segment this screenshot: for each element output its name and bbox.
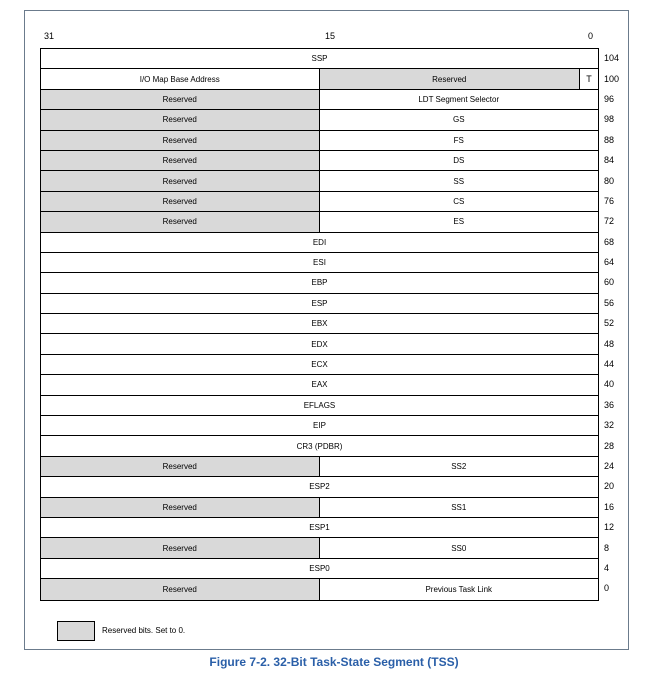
tss-row: [41, 477, 598, 497]
field-cell: EBX: [311, 319, 328, 329]
bit-label-31: 31: [44, 31, 55, 41]
tss-row: [41, 253, 598, 273]
offset-label: 8: [604, 542, 610, 553]
offset-label: 84: [604, 155, 615, 166]
field-cell: ESP1: [309, 523, 330, 533]
tss-row: [41, 334, 598, 354]
field-cell: CR3 (PDBR): [296, 441, 343, 451]
tss-row: [41, 416, 598, 436]
offset-label: 104: [604, 53, 620, 64]
offset-label: 56: [604, 297, 615, 308]
tss-row: [41, 192, 598, 212]
field-cell: ESP2: [309, 482, 330, 492]
tss-row: [41, 49, 598, 69]
tss-row: [41, 69, 598, 89]
tss-row: [41, 559, 598, 579]
offset-label: 60: [604, 277, 615, 288]
offset-label: 48: [604, 338, 615, 349]
reserved-cell: Reserved: [41, 131, 320, 150]
field-cell: SS2: [451, 462, 467, 471]
tss-row: [41, 294, 598, 314]
field-cell: ESI: [313, 258, 326, 268]
offset-label: 52: [604, 318, 615, 329]
legend-reserved-swatch: [57, 621, 95, 641]
field-cell: GS: [452, 115, 465, 125]
reserved-cell: Reserved: [41, 192, 320, 211]
figure-caption: Figure 7-2. 32-Bit Task-State Segment (TSS): [209, 655, 459, 669]
offset-label: 32: [604, 420, 615, 431]
offset-label: 72: [604, 216, 615, 227]
field-cell: ECX: [311, 360, 328, 370]
field-cell: FS: [453, 135, 464, 145]
tss-row: [41, 273, 598, 293]
offset-label: 96: [604, 93, 615, 104]
offset-label: 40: [604, 379, 615, 390]
tss-row: [41, 538, 598, 558]
field-cell: SS: [453, 176, 465, 186]
offset-label: 16: [604, 501, 615, 512]
tss-structure-table: [40, 48, 599, 601]
reserved-cell: Reserved: [41, 171, 320, 190]
bit-label-0: 0: [588, 31, 594, 41]
bit-label-15: 15: [325, 31, 336, 41]
io-map-base-cell: I/O Map Base Address: [41, 69, 320, 88]
offset-label: 100: [604, 73, 620, 84]
offset-label: 88: [604, 134, 615, 145]
tss-row: [41, 518, 598, 538]
offset-label: 68: [604, 236, 615, 247]
reserved-cell: Reserved: [41, 212, 320, 231]
field-cell: EAX: [311, 380, 328, 390]
field-cell: Previous Task Link: [425, 584, 493, 594]
reserved-cell: Reserved: [41, 498, 320, 517]
tss-row: [41, 498, 598, 518]
offset-label: 80: [604, 175, 615, 186]
offset-label: 20: [604, 481, 615, 492]
field-cell: SS1: [451, 502, 467, 512]
tss-row: [41, 171, 598, 191]
reserved-cell: Reserved: [41, 538, 320, 557]
tss-row: [41, 579, 598, 599]
field-cell: EDI: [312, 237, 327, 247]
field-cell: SSP: [311, 54, 328, 64]
field-cell: ES: [453, 217, 465, 227]
field-cell: LDT Segment Selector: [418, 94, 500, 104]
legend-text: Reserved bits. Set to 0.: [102, 626, 186, 635]
offset-label: 64: [604, 257, 615, 268]
tss-row: [41, 90, 598, 110]
field-cell: EDX: [311, 339, 328, 349]
offset-label: 28: [604, 440, 615, 451]
tss-row: [41, 396, 598, 416]
offset-label: 4: [604, 562, 610, 573]
field-cell: EBP: [311, 278, 328, 288]
field-cell: SS0: [451, 543, 467, 553]
field-cell: EIP: [313, 421, 326, 431]
reserved-cell: Reserved: [41, 151, 320, 170]
offset-label: 98: [604, 114, 615, 125]
field-cell: ESP: [311, 298, 328, 308]
field-cell: CS: [453, 196, 465, 206]
tss-row: [41, 151, 598, 171]
reserved-cell: Reserved: [41, 579, 320, 599]
tss-row: [41, 457, 598, 477]
tss-row: [41, 355, 598, 375]
offset-label: 36: [604, 399, 615, 410]
offset-label: 76: [604, 195, 615, 206]
field-cell: ESP0: [309, 563, 330, 573]
field-cell: DS: [453, 156, 465, 166]
reserved-cell: Reserved: [41, 457, 320, 476]
tss-row: [41, 233, 598, 253]
field-cell: EFLAGS: [303, 400, 336, 410]
reserved-cell: Reserved: [41, 110, 320, 129]
reserved-cell: Reserved: [320, 69, 581, 88]
tss-row: [41, 110, 598, 130]
offset-label: 24: [604, 461, 615, 471]
reserved-cell: Reserved: [41, 90, 320, 109]
offset-column: [604, 48, 628, 599]
t-bit-cell: T: [586, 74, 592, 85]
offset-label: 44: [604, 359, 615, 370]
tss-row: [41, 131, 598, 151]
offset-label: 0: [604, 583, 610, 594]
offset-label: 12: [604, 522, 615, 533]
tss-row: [41, 375, 598, 395]
tss-row: [41, 314, 598, 334]
tss-row: [41, 436, 598, 456]
tss-row: [41, 212, 598, 232]
